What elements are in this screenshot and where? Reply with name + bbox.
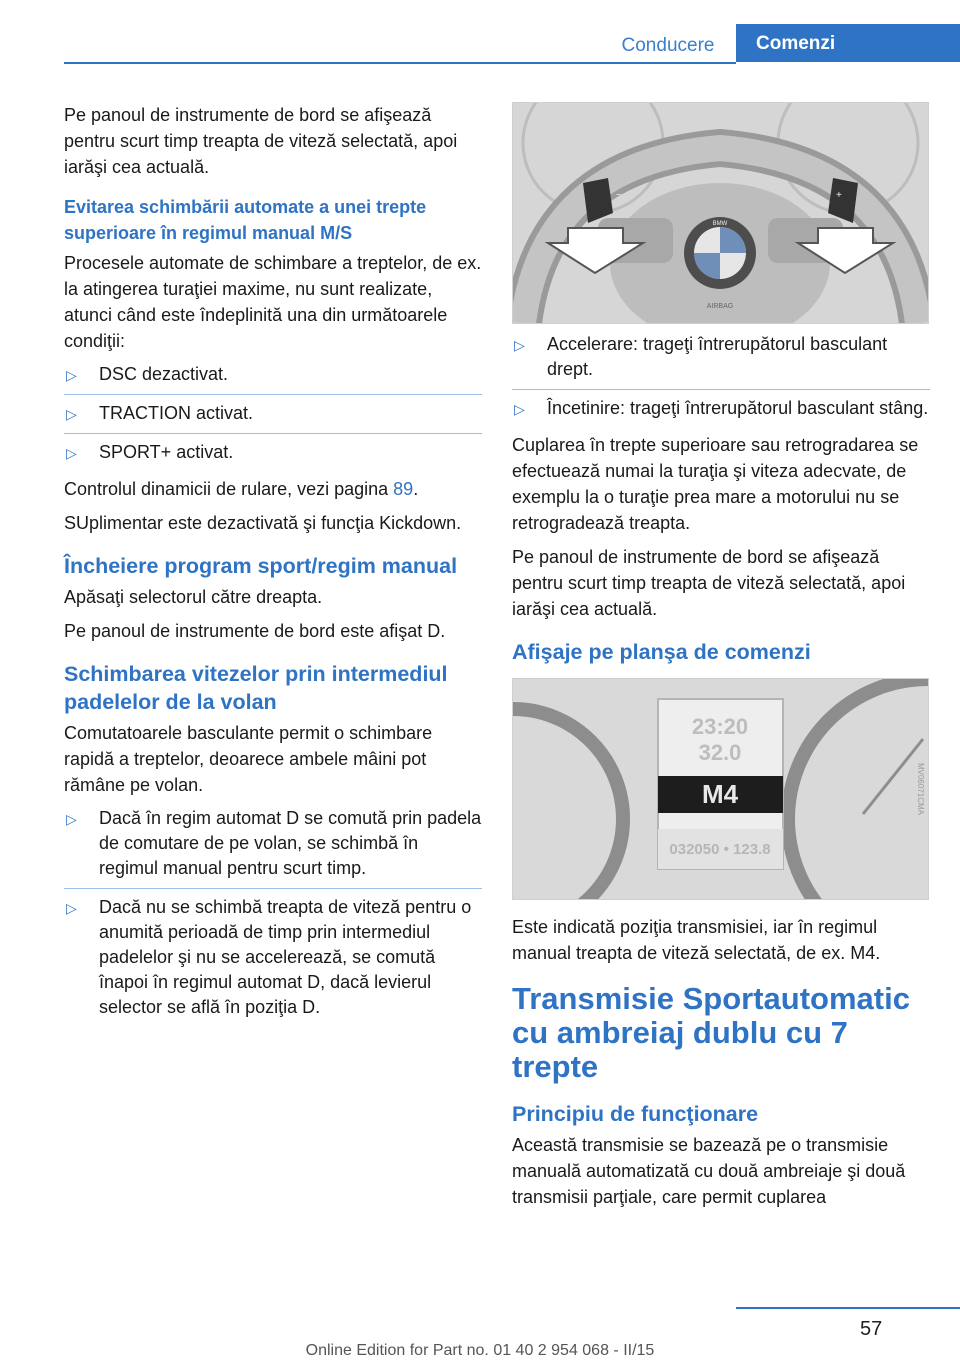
list-item: ▷ Accelerare: trageţi întrerupătorul basculant drept. (512, 332, 930, 390)
paragraph: Procesele automate de schimbare a treptelor, de ex. la atingerea turaţiei maxime, nu sunt realizate, atunci când este îndeplinită una din următoarele condiţii: (64, 253, 482, 351)
triangle-bullet-icon: ▷ (66, 367, 77, 383)
svg-text:M4: M4 (701, 779, 739, 809)
svg-text:MV06071CMA: MV06071CMA (916, 762, 925, 816)
triangle-bullet-icon: ▷ (66, 445, 77, 461)
heading-avoid-upshift: Evitarea schimbării automate a unei trepte superioare în regimul manual M/S (64, 197, 427, 243)
list-item: ▷ DSC dezactivat. (64, 362, 482, 395)
svg-text:032050 • 123.8: 032050 • 123.8 (669, 841, 771, 858)
svg-text:BMW: BMW (712, 221, 728, 227)
svg-text:AIRBAG: AIRBAG (706, 303, 734, 310)
online-edition-note: Online Edition for Part no. 01 40 2 954 068 - II/15 (305, 1342, 655, 1359)
list-item: ▷ TRACTION activat. (64, 401, 482, 434)
triangle-bullet-icon: ▷ (514, 337, 525, 353)
triangle-bullet-icon: ▷ (66, 811, 77, 827)
instrument-cluster-figure (512, 678, 929, 900)
heading-transmission: Transmisie Sportautomatic cu ambreiaj dublu cu 7 trepte (512, 981, 910, 1084)
list-item: ▷ SPORT+ activat. (64, 440, 482, 472)
paragraph: Comutatoarele basculante permit o schimbare rapidă a treptelor, deoarece ambele mâini pot rămâne pe volan. (64, 723, 433, 795)
paragraph: Pe panoul de instrumente de bord este afişat D. (64, 621, 446, 641)
header-section[interactable]: Conducere (621, 35, 715, 56)
heading-display: Afişaje pe planşa de comenzi (512, 640, 811, 664)
list-item: ▷ Încetinire: trageţi întrerupătorul basculant stâng. (512, 396, 930, 428)
page-link[interactable]: 89 (393, 479, 414, 499)
list-item: ▷ Dacă nu se schimbă treapta de viteză pentru o anumită perioadă de timp prin intermediul padelelor şi nu se accelerează, se comută înapoi în regimul automat D, dacă levierul selector se află în poziţia D. (66, 897, 472, 1017)
header-rule (64, 62, 736, 64)
triangle-bullet-icon: ▷ (514, 401, 525, 417)
paragraph: Această transmisie se bazează pe o transmisie manuală automatizată cu două ambreiaje şi două transmisii parţiale, care permit cuplarea (512, 1135, 906, 1207)
right-column (512, 102, 930, 1218)
left-column (64, 102, 482, 1031)
instrument-cluster-illustration (513, 679, 928, 899)
footer-rule (736, 1307, 960, 1309)
paragraph: Pe panoul de instrumente de bord se afişează pentru scurt timp treapta de viteză selectată, apoi iarăşi cea actuală. (64, 105, 458, 177)
triangle-bullet-icon: ▷ (66, 900, 77, 916)
svg-text:−: − (616, 190, 622, 201)
heading-principle: Principiu de funcţionare (512, 1102, 759, 1126)
page-number: 57 (860, 1318, 883, 1340)
svg-text:23:20: 23:20 (691, 714, 749, 739)
list-item: ▷ Dacă în regim automat D se comută prin padela de comutare de pe volan, se schimbă în regimul manual pentru scurt timp. (64, 806, 482, 889)
paragraph: Pe panoul de instrumente de bord se afişează pentru scurt timp treapta de viteză selectată, apoi iarăşi cea actuală. (512, 547, 906, 619)
header-active-tab[interactable]: Comenzi (736, 24, 960, 62)
paragraph: Este indicată poziţia transmisiei, iar în regimul manual treapta de viteză selectată, de ex. M4. (512, 917, 881, 963)
paragraph-dsc-reference: Controlul dinamicii de rulare, vezi pagina 89. (64, 479, 419, 499)
svg-text:32.0: 32.0 (698, 740, 742, 765)
steering-wheel-illustration (513, 103, 928, 323)
svg-text:+: + (836, 190, 842, 201)
paragraph: Apăsaţi selectorul către dreapta. (64, 587, 323, 607)
heading-end-sport: Încheiere program sport/regim manual (64, 554, 458, 578)
triangle-bullet-icon: ▷ (66, 406, 77, 422)
steering-wheel-figure (512, 102, 929, 324)
paragraph: SUplimentar este dezactivată şi funcţia Kickdown. (64, 513, 462, 533)
paragraph: Cuplarea în trepte superioare sau retrogradarea se efectuează numai la turaţia şi viteza adecvate, de exemplu la o turaţie prea mare a motorului nu se retrogradează treapta. (512, 435, 919, 533)
heading-paddles: Schimbarea vitezelor prin intermediul padelelor de la volan (64, 662, 448, 714)
